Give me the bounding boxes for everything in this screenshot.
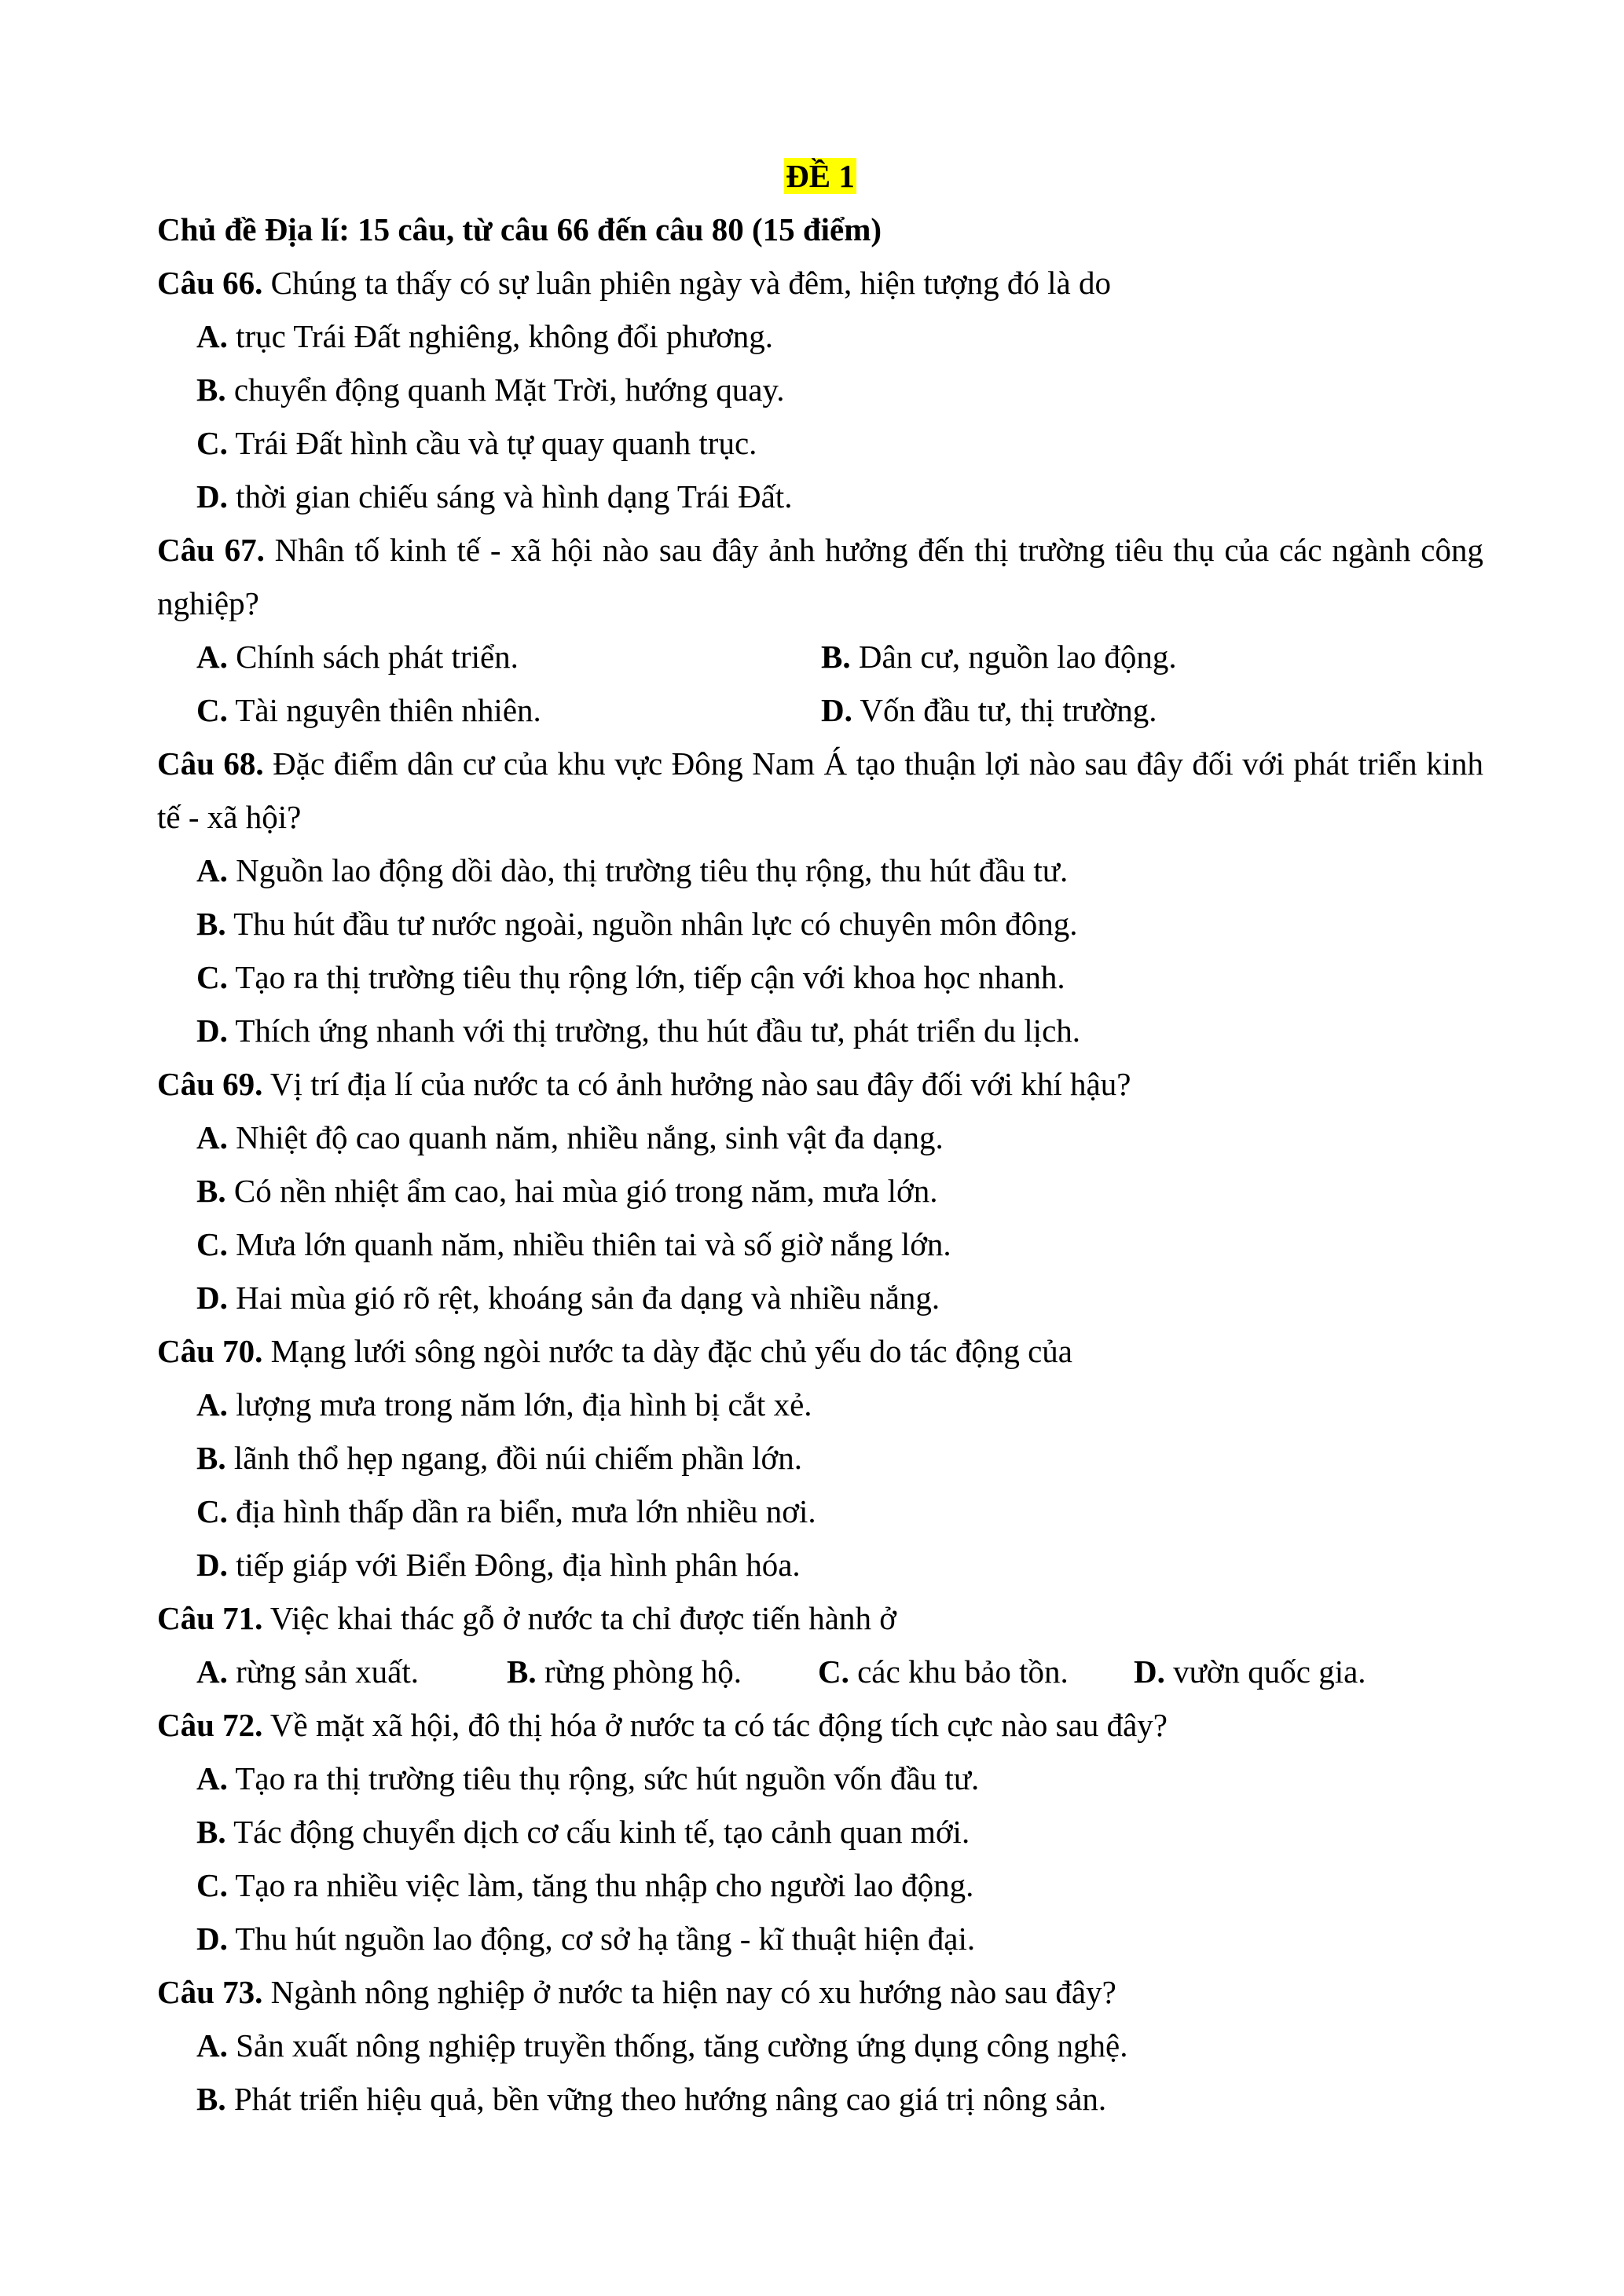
option-69-b [157,1164,1483,1218]
option-72-b [157,1805,1483,1858]
option-67-a [196,630,821,683]
option-text: lãnh thổ hẹp ngang, đồi núi chiếm phần lớn. [225,1440,802,1476]
option-letter: D. [196,1013,228,1049]
options-row-67-1 [157,630,1483,683]
option-text: Dân cư, nguồn lao động. [850,639,1177,675]
option-letter: C. [196,959,228,995]
option-text: Hai mùa gió rõ rệt, khoáng sản đa dạng và nhiều nắng. [227,1280,940,1316]
option-letter: D. [196,1280,228,1316]
option-text: rừng sản xuất. [227,1653,419,1690]
question-68 [157,737,1483,844]
question-text: Mạng lưới sông ngòi nước ta dày đặc chủ yếu do tác động của [262,1333,1072,1369]
option-66-d [157,470,1483,523]
option-72-d [157,1912,1483,1965]
option-70-d [157,1538,1483,1591]
option-letter: C. [818,1653,849,1690]
question-73 [157,1965,1483,2019]
exam-title-text: ĐỀ 1 [786,158,855,194]
option-71-d [1134,1645,1483,1698]
question-text: Vị trí địa lí của nước ta có ảnh hưởng nào sau đây đối với khí hậu? [262,1066,1131,1102]
option-text: rừng phòng hộ. [536,1653,742,1690]
option-text: Thích ứng nhanh với thị trường, thu hút đầu tư, phát triển du lịch. [227,1013,1081,1049]
option-text: Có nền nhiệt ẩm cao, hai mùa gió trong năm, mưa lớn. [225,1173,938,1209]
question-label: Câu 71. [157,1600,263,1636]
option-text: tiếp giáp với Biển Đông, địa hình phân hóa. [227,1547,801,1583]
option-letter: D. [821,692,852,728]
option-letter: C. [196,692,228,728]
option-69-a [157,1111,1483,1164]
option-text: lượng mưa trong năm lớn, địa hình bị cắt xẻ. [227,1386,812,1423]
option-letter: B. [821,639,851,675]
option-letter: B. [196,1440,226,1476]
option-letter: A. [196,318,228,354]
option-70-c [157,1485,1483,1538]
option-70-b [157,1431,1483,1485]
option-71-c [818,1645,1134,1698]
option-text: Nguồn lao động dồi dào, thị trường tiêu thụ rộng, thu hút đầu tư. [227,852,1069,888]
option-letter: B. [196,1173,226,1209]
option-letter: B. [507,1653,537,1690]
question-label: Câu 68. [157,745,264,782]
option-68-a [157,844,1483,897]
option-72-c [157,1858,1483,1912]
option-68-d [157,1004,1483,1057]
option-letter: D. [1134,1653,1165,1690]
option-67-d [821,683,1446,737]
question-text: Nhân tố kinh tế - xã hội nào sau đây ảnh hưởng đến thị trường tiêu thụ của các ngành công nghiệp? [157,532,1483,621]
option-69-c [157,1218,1483,1271]
options-row-67-2 [157,683,1483,737]
option-text: Tài nguyên thiên nhiên. [227,692,541,728]
exam-page [157,149,1483,2126]
option-text: trục Trái Đất nghiêng, không đổi phương. [227,318,774,354]
option-66-b [157,363,1483,416]
option-text: Mưa lớn quanh năm, nhiều thiên tai và số giờ nắng lớn. [227,1226,951,1262]
question-label: Câu 73. [157,1974,263,2010]
question-69 [157,1057,1483,1111]
option-text: Thu hút đầu tư nước ngoài, nguồn nhân lực có chuyên môn đông. [225,906,1078,942]
option-73-a [157,2019,1483,2072]
option-letter: A. [196,2027,228,2063]
option-letter: A. [196,639,228,675]
option-text: địa hình thấp dần ra biển, mưa lớn nhiều nơi. [227,1493,816,1529]
option-letter: B. [196,906,226,942]
option-letter: B. [196,1814,226,1850]
question-text: Về mặt xã hội, đô thị hóa ở nước ta có tác động tích cực nào sau đây? [262,1707,1168,1743]
question-text: Chúng ta thấy có sự luân phiên ngày và đêm, hiện tượng đó là do [262,265,1111,301]
option-73-b [157,2072,1483,2126]
question-label: Câu 70. [157,1333,263,1369]
option-70-a [157,1378,1483,1431]
question-text: Đặc điểm dân cư của khu vực Đông Nam Á tạo thuận lợi nào sau đây đối với phát triển kinh tế - xã hội? [157,745,1483,835]
question-71 [157,1591,1483,1645]
question-70 [157,1324,1483,1378]
option-letter: A. [196,852,228,888]
option-text: Sản xuất nông nghiệp truyền thống, tăng cường ứng dụng công nghệ. [227,2027,1128,2063]
option-letter: C. [196,1867,228,1903]
question-67 [157,523,1483,630]
option-72-a [157,1752,1483,1805]
option-text: Tạo ra thị trường tiêu thụ rộng lớn, tiếp cận với khoa học nhanh. [227,959,1065,995]
option-text: Tạo ra nhiều việc làm, tăng thu nhập cho người lao động. [227,1867,974,1903]
options-row-71 [157,1645,1483,1698]
option-letter: D. [196,1547,228,1583]
option-text: vườn quốc gia. [1164,1653,1366,1690]
option-letter: D. [196,478,228,514]
topic-heading: Chủ đề Địa lí: 15 câu, từ câu 66 đến câu 80 (15 điểm) [157,211,882,247]
option-letter: B. [196,372,226,408]
question-72 [157,1698,1483,1752]
option-71-b [507,1645,818,1698]
option-67-b [821,630,1446,683]
question-text: Ngành nông nghiệp ở nước ta hiện nay có xu hướng nào sau đây? [262,1974,1116,2010]
option-text: các khu bảo tồn. [849,1653,1069,1690]
option-67-c [196,683,821,737]
option-66-c [157,416,1483,470]
option-letter: A. [196,1760,228,1796]
option-text: chuyển động quanh Mặt Trời, hướng quay. [225,372,785,408]
option-text: Tạo ra thị trường tiêu thụ rộng, sức hút nguồn vốn đầu tư. [227,1760,980,1796]
question-label: Câu 69. [157,1066,263,1102]
option-68-b [157,897,1483,950]
option-text: Chính sách phát triển. [227,639,519,675]
option-letter: C. [196,1226,228,1262]
option-letter: A. [196,1119,228,1155]
option-letter: C. [196,1493,228,1529]
option-text: Phát triển hiệu quả, bền vững theo hướng nâng cao giá trị nông sản. [225,2081,1107,2117]
option-text: Nhiệt độ cao quanh năm, nhiều nắng, sinh vật đa dạng. [227,1119,944,1155]
option-text: Trái Đất hình cầu và tự quay quanh trục. [227,425,757,461]
option-letter: D. [196,1921,228,1957]
question-text: Việc khai thác gỗ ở nước ta chỉ được tiến hành ở [262,1600,896,1636]
question-66 [157,256,1483,309]
option-letter: A. [196,1386,228,1423]
option-letter: C. [196,425,228,461]
option-66-a [157,309,1483,363]
question-label: Câu 72. [157,1707,263,1743]
question-label: Câu 66. [157,265,263,301]
option-letter: A. [196,1653,228,1690]
option-text: Tác động chuyển dịch cơ cấu kinh tế, tạo cảnh quan mới. [225,1814,970,1850]
option-letter: B. [196,2081,226,2117]
option-71-a [196,1645,507,1698]
option-69-d [157,1271,1483,1324]
option-text: Thu hút nguồn lao động, cơ sở hạ tầng - kĩ thuật hiện đại. [227,1921,976,1957]
option-68-c [157,950,1483,1004]
option-text: thời gian chiếu sáng và hình dạng Trái Đất. [227,478,793,514]
exam-title [157,149,1483,203]
option-text: Vốn đầu tư, thị trường. [852,692,1157,728]
question-label: Câu 67. [157,532,265,568]
